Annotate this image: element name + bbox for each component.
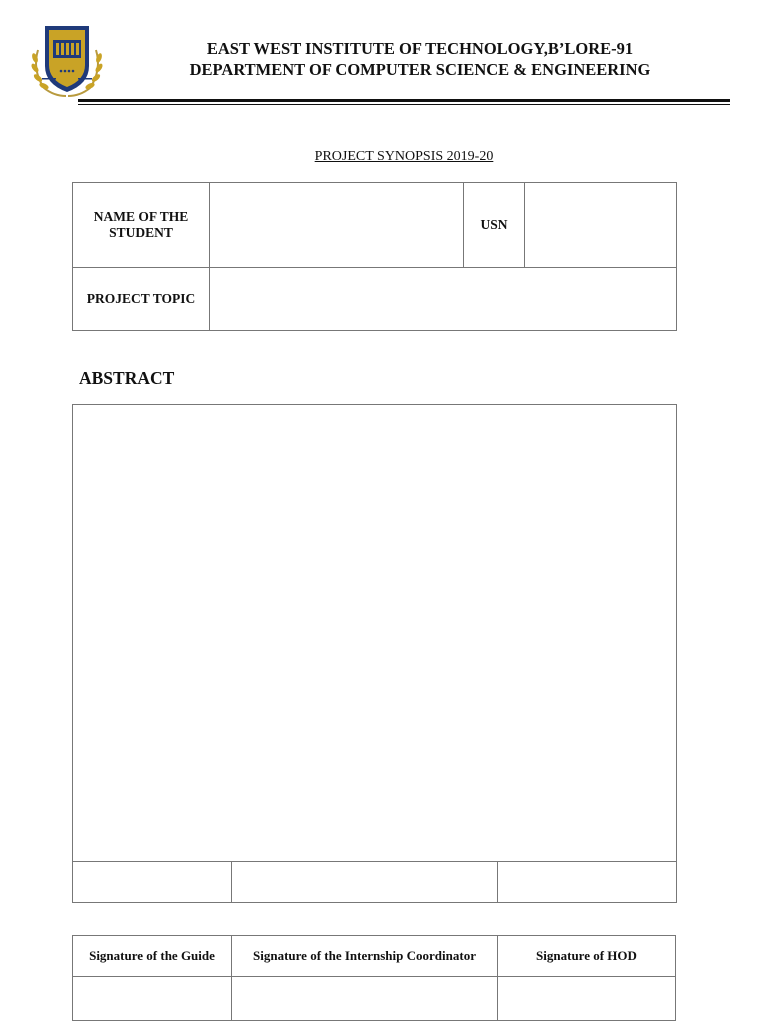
coordinator-signature-label: Signature of the Internship Coordinator (232, 936, 498, 977)
abstract-footer-cell[interactable] (232, 862, 498, 903)
abstract-footer-cell[interactable] (73, 862, 232, 903)
student-info-table (72, 182, 677, 331)
project-topic-label: PROJECT TOPIC (73, 268, 210, 331)
usn-field[interactable] (525, 183, 677, 268)
hod-signature-field[interactable] (498, 977, 676, 1021)
student-row (73, 183, 677, 268)
signature-table (72, 935, 676, 1021)
institute-header (150, 38, 690, 80)
signature-row (73, 977, 676, 1021)
institute-logo (28, 20, 106, 100)
shield-laurel-logo-icon (28, 20, 106, 100)
abstract-footer-row (72, 861, 677, 903)
project-topic-field[interactable] (210, 268, 677, 331)
student-name-label: NAME OF THE STUDENT (73, 183, 210, 268)
institute-name: EAST WEST INSTITUTE OF TECHNOLOGY,B’LORE-91 (206, 39, 634, 58)
document-title: PROJECT SYNOPSIS 2019-20 (314, 149, 494, 164)
student-name-field[interactable] (210, 183, 464, 268)
abstract-footer-cell[interactable] (498, 862, 677, 903)
signature-header-row (73, 936, 676, 977)
abstract-heading: ABSTRACT (79, 368, 175, 388)
guide-signature-field[interactable] (73, 977, 232, 1021)
topic-row (73, 268, 677, 331)
usn-label: USN (464, 183, 525, 268)
header-rule-thin (78, 104, 730, 105)
guide-signature-label: Signature of the Guide (73, 936, 232, 977)
department-name: DEPARTMENT OF COMPUTER SCIENCE & ENGINEERING (189, 60, 651, 79)
coordinator-signature-field[interactable] (232, 977, 498, 1021)
abstract-field[interactable] (72, 404, 677, 861)
header-rule-thick (78, 99, 730, 102)
hod-signature-label: Signature of HOD (498, 936, 676, 977)
